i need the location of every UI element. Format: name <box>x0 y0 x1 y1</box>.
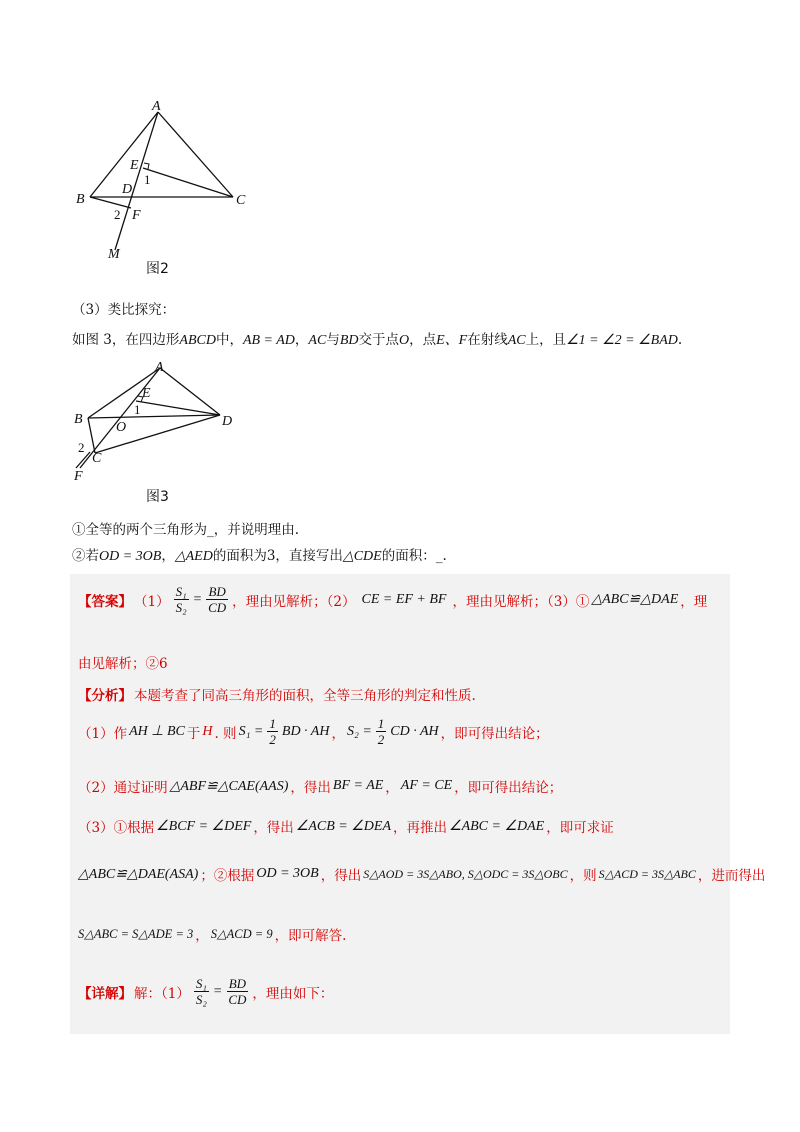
detail-eq: = <box>212 983 223 999</box>
s1-half-1 <box>267 716 278 747</box>
fig2-label-B: B <box>76 192 85 207</box>
fig2-label-F: F <box>132 208 141 223</box>
part3-o: O <box>398 333 410 348</box>
s2-text-d: ，即可得出结论； <box>454 780 563 796</box>
part3-text-e: ，点 <box>409 332 437 348</box>
s3-math-1: ∠BCF = ∠DEF <box>156 818 252 834</box>
frac-num: 1 <box>377 716 385 731</box>
part3-text-f: 在射线 <box>467 332 508 348</box>
detail-fraction-bd <box>226 976 248 1007</box>
q2-text-d: 的面积：_. <box>381 548 447 564</box>
fig3-angle-2: 2 <box>78 440 85 455</box>
answer-box <box>70 574 766 1034</box>
s4-math-1: △ABC≌△DAE(ASA) <box>78 866 199 882</box>
fig3-angle-1: 1 <box>134 402 141 417</box>
analysis-step-2 <box>78 776 562 796</box>
fig3-label-D: D <box>222 414 233 429</box>
fig3-label-C: C <box>92 451 102 466</box>
s1-bd-ah: BD · AH <box>281 723 330 739</box>
fig2-angle-2: 2 <box>114 207 121 222</box>
part3-period: . <box>677 332 683 348</box>
question-2 <box>72 546 447 567</box>
answer-tag: 【答案】 <box>78 593 132 610</box>
frac-num: BD <box>208 584 226 599</box>
answer-fraction-bd <box>206 584 228 615</box>
answer-text-2: ，理由见解析；（3）① <box>452 593 590 610</box>
s4-math-3: S△AOD = 3S△ABO, S△ODC = 3S△OBC <box>363 866 568 881</box>
s5-math-1: S△ABC = S△ADE = 3 <box>78 927 194 941</box>
s1-text-c: . 则 <box>214 725 237 742</box>
s2-text-a: （2）通过证明 <box>78 780 168 796</box>
s5-text-b: ，即可解答. <box>274 928 347 944</box>
frac-den: CD <box>208 600 227 615</box>
figure-3-caption: 图3 <box>146 489 169 505</box>
frac-den: S₂ <box>175 600 187 615</box>
fig3-label-F: F <box>74 469 83 484</box>
analysis-step-1 <box>78 716 549 747</box>
s1-text-a: （1）作 <box>78 725 128 742</box>
s5-math-2: S△ACD = 9 <box>210 927 273 941</box>
detail-text-b: ，理由如下： <box>252 985 334 1002</box>
answer-math-3: △ABC≌△DAE <box>591 592 679 607</box>
s4-text-c: ，则 <box>569 868 597 884</box>
s3-text-b: ，得出 <box>253 820 294 836</box>
answer-line-2: 由见解析；②6 <box>78 656 168 672</box>
q2-od-ob: OD = 3OB <box>99 549 162 564</box>
s4-text-a: ；②根据 <box>200 868 255 884</box>
part3-ab-ad: AB = AD <box>242 333 295 348</box>
s1-text-d: ，即可得出结论； <box>440 725 549 742</box>
s1-half-2 <box>376 716 387 747</box>
frac-den: 2 <box>377 732 385 747</box>
frac-den: CD <box>228 992 247 1007</box>
s1-comma: ， <box>331 725 345 742</box>
figure-2-diagram <box>70 100 270 260</box>
frac-num: BD <box>228 976 247 991</box>
answer-eq: = <box>192 591 203 607</box>
part3-comma: ， <box>294 332 309 348</box>
s1-h: H <box>202 723 213 739</box>
analysis-step-4 <box>78 864 765 884</box>
part3-angles: ∠1 = ∠2 = ∠BAD <box>566 333 678 348</box>
s3-text-c: ，再推出 <box>393 820 448 836</box>
part3-title: （3）类比探究： <box>72 302 176 318</box>
s1-s2-eq: S₂ = <box>346 723 372 739</box>
q2-text-b: ， <box>161 548 175 564</box>
s4-math-2: OD = 3OB <box>256 866 319 881</box>
fig2-label-M: M <box>108 247 120 260</box>
part3-text-b: 中， <box>215 332 243 348</box>
part3-text-d: 交于点 <box>358 332 399 348</box>
analysis-step-3 <box>78 816 614 836</box>
s4-text-d: ，进而得出 <box>697 868 766 884</box>
answer-part1: （1） <box>134 593 170 610</box>
part3-text-g: 上，且 <box>525 332 567 348</box>
analysis-step-5 <box>78 924 346 944</box>
s1-cd-ah: CD · AH <box>390 723 439 739</box>
figure-2-caption: 图2 <box>146 261 169 277</box>
s4-math-4: S△ACD = 3S△ABC <box>598 866 696 881</box>
part3-bd: BD <box>339 333 359 348</box>
fig3-label-O: O <box>116 420 127 435</box>
s5-text-a: ， <box>195 928 209 944</box>
answer-fraction-s <box>174 584 189 615</box>
question-1: ①全等的两个三角形为_，并说明理由. <box>72 522 300 538</box>
q2-tri-aed: △AED <box>174 549 213 564</box>
s1-s1-eq: S₁ = <box>238 723 264 739</box>
figure-2 <box>70 100 270 260</box>
detail-text-a: 解：（1） <box>134 985 190 1002</box>
s3-math-2: ∠ACB = ∠DEA <box>295 818 392 834</box>
s1-text-b: 于 <box>186 725 201 742</box>
analysis-line <box>78 684 476 704</box>
part3-statement <box>72 330 682 351</box>
fig2-label-C: C <box>236 193 246 208</box>
s4-text-b: ，得出 <box>320 868 362 884</box>
detail-fraction-s <box>194 976 209 1007</box>
q2-text-a: ②若 <box>72 548 99 564</box>
fig2-label-E: E <box>130 158 139 173</box>
answer-text-1: ，理由见解析；（2） <box>232 593 356 610</box>
q2-tri-cde: △CDE <box>342 549 382 564</box>
frac-num: S₁ <box>175 584 187 599</box>
s2-math-1: △ABF≌△CAE(AAS) <box>169 778 289 794</box>
detail-tag: 【详解】 <box>78 985 132 1002</box>
detail-line <box>78 976 333 1007</box>
s2-math-3: AF = CE <box>400 778 453 793</box>
part3-text-c: 与 <box>326 332 340 348</box>
fig3-label-B: B <box>74 412 83 427</box>
s2-text-b: ，得出 <box>290 780 331 796</box>
frac-den: S₂ <box>195 992 207 1007</box>
part3-ac2: AC <box>507 333 526 348</box>
part3-ac: AC <box>308 333 327 348</box>
part3-text-a: 如图 3，在四边形 <box>72 332 180 348</box>
figure-3-diagram <box>70 358 260 488</box>
fig2-label-A: A <box>152 100 161 114</box>
s2-text-c: ， <box>385 780 399 796</box>
frac-den: 2 <box>269 732 276 747</box>
frac-num: 1 <box>269 716 276 731</box>
fig3-label-E: E <box>142 386 151 401</box>
analysis-text: 本题考查了同高三角形的面积，全等三角形的判定和性质. <box>134 688 476 704</box>
part3-ef: E、F <box>436 333 468 348</box>
part3-abcd: ABCD <box>179 333 216 348</box>
figure-3 <box>70 358 260 488</box>
answer-text-3: ，理 <box>680 593 708 610</box>
answer-line-1 <box>78 584 707 615</box>
analysis-tag: 【分析】 <box>78 688 132 704</box>
s3-text-d: ，即可求证 <box>546 820 614 836</box>
q2-text-c: 的面积为3，直接写出 <box>212 548 343 564</box>
s1-math-1: AH ⊥ BC <box>129 724 185 739</box>
fig3-label-A: A <box>155 360 164 375</box>
fig2-label-D: D <box>122 182 133 197</box>
s3-math-3: ∠ABC = ∠DAE <box>449 818 545 834</box>
frac-num: S₁ <box>195 976 207 991</box>
s3-text-a: （3）①根据 <box>78 820 155 836</box>
fig2-angle-1: 1 <box>144 172 151 187</box>
s2-math-2: BF = AE <box>332 778 384 793</box>
answer-math-2: CE = EF + BF <box>361 591 447 607</box>
